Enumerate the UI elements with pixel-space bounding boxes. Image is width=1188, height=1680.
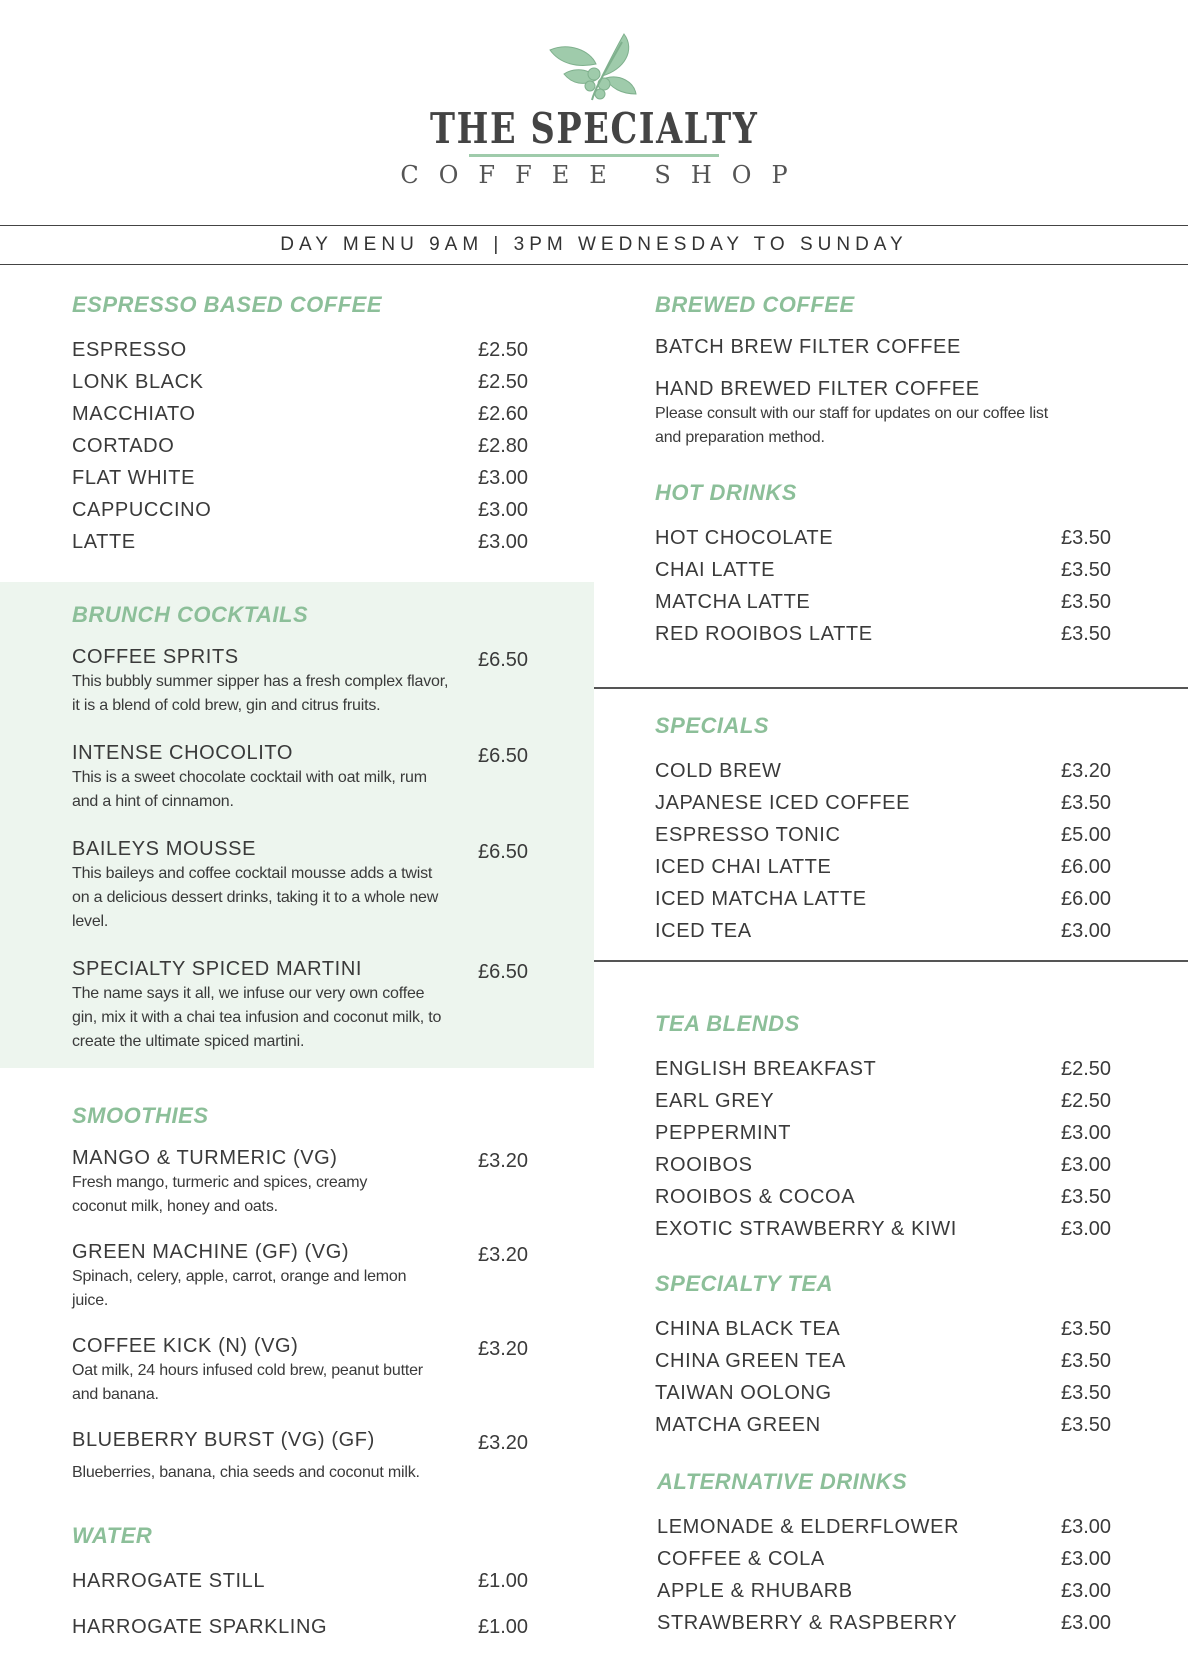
section-title: TEA BLENDS — [655, 1011, 800, 1036]
item-price: £3.00 — [1061, 1580, 1112, 1602]
menu-item — [72, 1565, 542, 1611]
item-name: FLAT WHITE — [72, 467, 196, 489]
item-price: £3.00 — [478, 531, 529, 553]
item-name: MATCHA LATTE — [655, 591, 811, 613]
alternative-drinks-section — [657, 1469, 1127, 1639]
menu-item — [72, 494, 542, 526]
item-name: COFFEE & COLA — [657, 1548, 825, 1570]
item-description: Spinach, celery, apple, carrot, orange and lemon juice. — [72, 1268, 407, 1309]
section-title: SPECIALTY TEA — [655, 1271, 834, 1296]
item-price: £2.50 — [478, 339, 529, 361]
item-name: CORTADO — [72, 435, 175, 457]
item-price: £6.00 — [1061, 888, 1112, 910]
item-price: £3.50 — [1061, 1382, 1112, 1404]
menu-item — [72, 836, 542, 934]
menu-item — [655, 1053, 1125, 1085]
item-name: HOT CHOCOLATE — [655, 527, 834, 549]
divider-line — [594, 960, 1188, 962]
item-price: £3.20 — [478, 1150, 529, 1172]
section-title: WATER — [72, 1523, 153, 1548]
smoothies-section — [72, 1103, 542, 1485]
item-price: £3.00 — [1061, 1218, 1112, 1240]
water-section — [72, 1523, 542, 1643]
menu-item — [655, 1313, 1125, 1345]
item-description: Please consult with our staff for updates on our coffee list and preparation method. — [655, 405, 1048, 446]
menu-item — [655, 1117, 1125, 1149]
item-name: MATCHA GREEN — [655, 1414, 821, 1436]
item-name: BATCH BREW FILTER COFFEE — [655, 336, 961, 358]
item-price: £3.20 — [478, 1432, 529, 1454]
item-price: £3.50 — [1061, 559, 1112, 581]
cocktails-section — [72, 602, 542, 1054]
item-price: £3.50 — [1061, 623, 1112, 645]
menu-item — [655, 1409, 1125, 1441]
item-price: £3.20 — [478, 1338, 529, 1360]
menu-item — [655, 915, 1125, 947]
item-name: LEMONADE & ELDERFLOWER — [657, 1516, 960, 1538]
item-name: MANGO & TURMERIC (VG) — [72, 1147, 338, 1169]
menu-item — [72, 366, 542, 398]
item-price: £3.00 — [1061, 1154, 1112, 1176]
item-name: STRAWBERRY & RASPBERRY — [657, 1612, 958, 1634]
menu-item — [657, 1543, 1127, 1575]
menu-item — [655, 1345, 1125, 1377]
section-title: SPECIALS — [655, 713, 770, 738]
menu-item — [72, 526, 542, 558]
menu-item — [655, 586, 1125, 618]
item-name: COLD BREW — [655, 760, 782, 782]
espresso-section — [72, 292, 542, 558]
item-name: CHINA GREEN TEA — [655, 1350, 846, 1372]
brewed-section — [655, 292, 1135, 450]
item-name: EXOTIC STRAWBERRY & KIWI — [655, 1218, 957, 1240]
item-price: £6.50 — [478, 649, 529, 671]
item-price: £3.00 — [1061, 1122, 1112, 1144]
menu-item — [655, 1213, 1125, 1245]
item-description: Fresh mango, turmeric and spices, creamy coconut milk, honey and oats. — [72, 1174, 368, 1215]
menu-item — [655, 883, 1125, 915]
menu-item — [72, 462, 542, 494]
item-price: £3.00 — [1061, 1516, 1112, 1538]
section-title: ALTERNATIVE DRINKS — [657, 1469, 908, 1494]
divider-line — [594, 687, 1188, 689]
menu-item — [72, 334, 542, 366]
menu-item — [655, 618, 1125, 650]
menu-item — [655, 851, 1125, 883]
item-price: £1.00 — [478, 1616, 529, 1638]
menu-item — [72, 398, 542, 430]
menu-item — [72, 644, 542, 718]
menu-item — [655, 522, 1125, 554]
item-price: £3.20 — [478, 1244, 529, 1266]
item-name: SPECIALTY SPICED MARTINI — [72, 958, 363, 980]
menu-item — [72, 740, 542, 814]
logo — [0, 30, 1188, 187]
section-title: BREWED COFFEE — [655, 292, 855, 317]
item-name: BLUEBERRY BURST (VG) (GF) — [72, 1429, 375, 1451]
menu-item — [655, 755, 1125, 787]
item-price: £3.00 — [478, 499, 529, 521]
menu-item — [655, 554, 1125, 586]
item-price: £1.00 — [478, 1570, 529, 1592]
item-price: £3.00 — [478, 467, 529, 489]
menu-item — [72, 956, 542, 1054]
item-name: ICED MATCHA LATTE — [655, 888, 867, 910]
item-price: £3.50 — [1061, 591, 1112, 613]
day-menu-banner: DAY MENU 9AM | 3PM WEDNESDAY TO SUNDAY — [0, 225, 1188, 265]
logo-subtitle: COFFEE SHOP — [400, 161, 808, 189]
menu-item — [655, 1181, 1125, 1213]
item-name: CHAI LATTE — [655, 559, 776, 581]
item-name: GREEN MACHINE (GF) (VG) — [72, 1241, 350, 1263]
item-name: ICED TEA — [655, 920, 752, 942]
item-name: HAND BREWED FILTER COFFEE — [655, 378, 980, 400]
menu-item — [655, 1149, 1125, 1181]
item-price: £6.50 — [478, 841, 529, 863]
item-name: HARROGATE SPARKLING — [72, 1616, 328, 1638]
item-name: ESPRESSO TONIC — [655, 824, 841, 846]
menu-item — [657, 1607, 1127, 1639]
item-name: ROOIBOS — [655, 1154, 753, 1176]
hot-drinks-section — [655, 480, 1125, 650]
specialty-tea-section — [655, 1271, 1125, 1441]
item-name: ROOIBOS & COCOA — [655, 1186, 856, 1208]
menu-item — [72, 430, 542, 462]
item-name: EARL GREY — [655, 1090, 775, 1112]
item-name: INTENSE CHOCOLITO — [72, 742, 293, 764]
item-name: ENGLISH BREAKFAST — [655, 1058, 877, 1080]
item-name: JAPANESE ICED COFFEE — [655, 792, 911, 814]
item-name: TAIWAN OOLONG — [655, 1382, 832, 1404]
logo-title: THE SPECIALTY — [429, 104, 759, 153]
item-name: PEPPERMINT — [655, 1122, 792, 1144]
item-price: £6.50 — [478, 961, 529, 983]
item-price: £3.50 — [1061, 1318, 1112, 1340]
item-description: Blueberries, banana, chia seeds and coconut milk. — [72, 1464, 420, 1481]
item-price: £2.50 — [478, 371, 529, 393]
item-name: COFFEE KICK (N) (VG) — [72, 1335, 299, 1357]
menu-item — [72, 1333, 542, 1407]
item-name: MACCHIATO — [72, 403, 196, 425]
item-name: BAILEYS MOUSSE — [72, 838, 257, 860]
tea-blends-section — [655, 1011, 1125, 1245]
item-price: £3.00 — [1061, 920, 1112, 942]
item-price: £3.00 — [1061, 1612, 1112, 1634]
item-price: £2.60 — [478, 403, 529, 425]
item-name: LONK BLACK — [72, 371, 204, 393]
item-price: £6.50 — [478, 745, 529, 767]
specials-section — [655, 713, 1125, 947]
item-description: This baileys and coffee cocktail mousse adds a twist on a delicious dessert drinks, taking it to a whole new level. — [72, 865, 439, 930]
item-price: £3.20 — [1061, 760, 1112, 782]
menu-item — [72, 1145, 542, 1219]
item-description: Oat milk, 24 hours infused cold brew, peanut butter and banana. — [72, 1362, 423, 1403]
item-price: £3.50 — [1061, 1350, 1112, 1372]
item-price: £2.50 — [1061, 1090, 1112, 1112]
section-title: ESPRESSO BASED COFFEE — [72, 292, 383, 317]
item-name: ICED CHAI LATTE — [655, 856, 832, 878]
item-price: £5.00 — [1061, 824, 1112, 846]
section-title: HOT DRINKS — [655, 480, 797, 505]
item-name: LATTE — [72, 531, 136, 553]
item-price: £2.50 — [1061, 1058, 1112, 1080]
item-name: CHINA BLACK TEA — [655, 1318, 841, 1340]
item-price: £6.00 — [1061, 856, 1112, 878]
item-name: ESPRESSO — [72, 339, 187, 361]
item-name: CAPPUCCINO — [72, 499, 212, 521]
menu-item — [655, 819, 1125, 851]
section-title: SMOOTHIES — [72, 1103, 209, 1128]
section-title: BRUNCH COCKTAILS — [72, 602, 309, 627]
coffee-branch-icon — [544, 30, 644, 104]
item-description: This bubbly summer sipper has a fresh complex flavor, it is a blend of cold brew, gin and citrus fruits. — [72, 673, 449, 714]
menu-item — [655, 1377, 1125, 1409]
menu-item — [72, 1611, 542, 1643]
menu-item — [655, 787, 1125, 819]
item-description: This is a sweet chocolate cocktail with oat milk, rum and a hint of cinnamon. — [72, 769, 427, 810]
menu-item — [655, 1085, 1125, 1117]
item-name: COFFEE SPRITS — [72, 646, 239, 668]
item-price: £2.80 — [478, 435, 529, 457]
item-price: £3.50 — [1061, 1414, 1112, 1436]
item-price: £3.50 — [1061, 1186, 1112, 1208]
item-price: £3.00 — [1061, 1548, 1112, 1570]
item-price: £3.50 — [1061, 527, 1112, 549]
item-name: RED ROOIBOS LATTE — [655, 623, 873, 645]
item-name: APPLE & RHUBARB — [657, 1580, 853, 1602]
logo-divider — [469, 154, 719, 157]
menu-item — [657, 1511, 1127, 1543]
item-description: The name says it all, we infuse our very own coffee gin, mix it with a chai tea infusion and coconut milk, to create the ultimate spiced martini. — [72, 985, 442, 1050]
menu-item — [657, 1575, 1127, 1607]
menu-item — [72, 1239, 542, 1313]
menu-item — [72, 1427, 542, 1485]
item-price: £3.50 — [1061, 792, 1112, 814]
item-name: HARROGATE STILL — [72, 1570, 266, 1592]
